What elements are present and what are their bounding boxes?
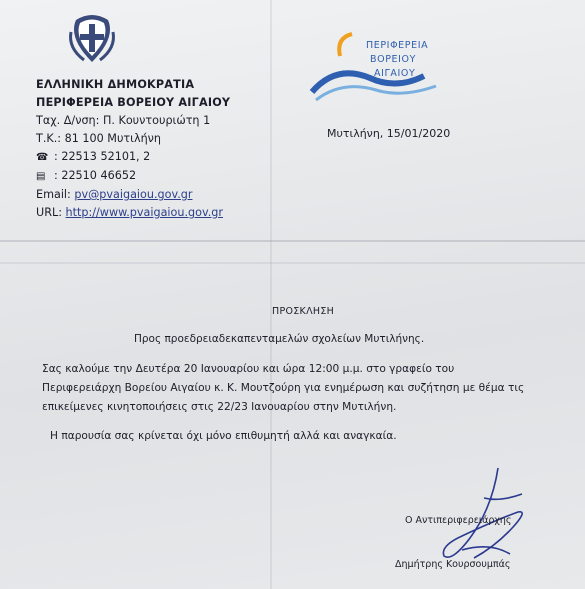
sender-postal: Τ.Κ.: 81 100 Μυτιλήνη bbox=[36, 132, 162, 145]
signatory-name: Δημήτρης Κουρσουμπάς bbox=[395, 559, 511, 570]
logo-line-2: ΒΟΡΕΙΟΥ bbox=[370, 54, 417, 65]
letter-date: Μυτιλήνη, 15/01/2020 bbox=[327, 127, 451, 140]
letter-closing: Η παρουσία σας κρίνεται όχι μόνο επιθυμητή αλλά και αναγκαία. bbox=[50, 430, 397, 442]
greek-emblem-icon bbox=[66, 12, 118, 66]
sender-block bbox=[36, 76, 230, 222]
letter-body bbox=[42, 360, 562, 417]
fax-number: : 22510 46652 bbox=[54, 169, 137, 182]
sender-email bbox=[36, 186, 230, 204]
body-line: Περιφερειάρχη Βορείου Αιγαίου κ. Κ. Μουτζούρη για ενημέρωση και συζήτηση με θέμα τις bbox=[42, 382, 525, 394]
sender-country: ΕΛΛΗΝΙΚΗ ΔΗΜΟΚΡΑΤΙΑ bbox=[36, 78, 195, 91]
phone-icon: ☎ bbox=[36, 152, 49, 163]
url-link[interactable]: http://www.pvaigaiou.gov.gr bbox=[65, 206, 223, 219]
paper-fold bbox=[0, 240, 585, 242]
body-line: επικείμενες κινητοποιήσεις στις 22/23 Ιανουαρίου στην Μυτιλήνη. bbox=[42, 401, 397, 413]
logo-line-3: ΑΙΓΑΙΟΥ bbox=[374, 68, 416, 79]
logo-line-1: ΠΕΡΙΦΕΡΕΙΑ bbox=[366, 40, 429, 51]
body-line: Σας καλούμε την Δευτέρα 20 Ιανουαρίου και ώρα 12:00 μ.μ. στο γραφείο του bbox=[42, 363, 455, 375]
letter-title: ΠΡΟΣΚΛΗΣΗ bbox=[272, 306, 335, 317]
paper-fold bbox=[270, 0, 272, 589]
sender-fax bbox=[36, 167, 230, 186]
sender-phone bbox=[36, 148, 230, 167]
sender-url bbox=[36, 204, 230, 222]
region-logo bbox=[306, 26, 456, 108]
region-logo-waves-icon bbox=[306, 26, 456, 108]
letter-recipient: Προς προεδρειαδεκαπενταμελών σχολείων Μυτιλήνης. bbox=[134, 333, 425, 345]
phone-number: : 22513 52101, 2 bbox=[54, 150, 151, 163]
email-link[interactable]: pv@pvaigaiou.gov.gr bbox=[74, 188, 193, 201]
sender-region: ΠΕΡΙΦΕΡΕΙΑ ΒΟΡΕΙΟΥ ΑΙΓΑΙΟΥ bbox=[36, 96, 231, 109]
url-label: URL: bbox=[36, 206, 66, 219]
sender-address: Ταχ. Δ/νση: Π. Κουντουριώτη 1 bbox=[36, 114, 211, 127]
fax-icon: ▤ bbox=[36, 171, 46, 182]
signatory-role: Ο Αντιπεριφερειάρχης bbox=[405, 515, 512, 526]
email-label: Email: bbox=[36, 188, 75, 201]
paper-fold bbox=[0, 262, 585, 264]
